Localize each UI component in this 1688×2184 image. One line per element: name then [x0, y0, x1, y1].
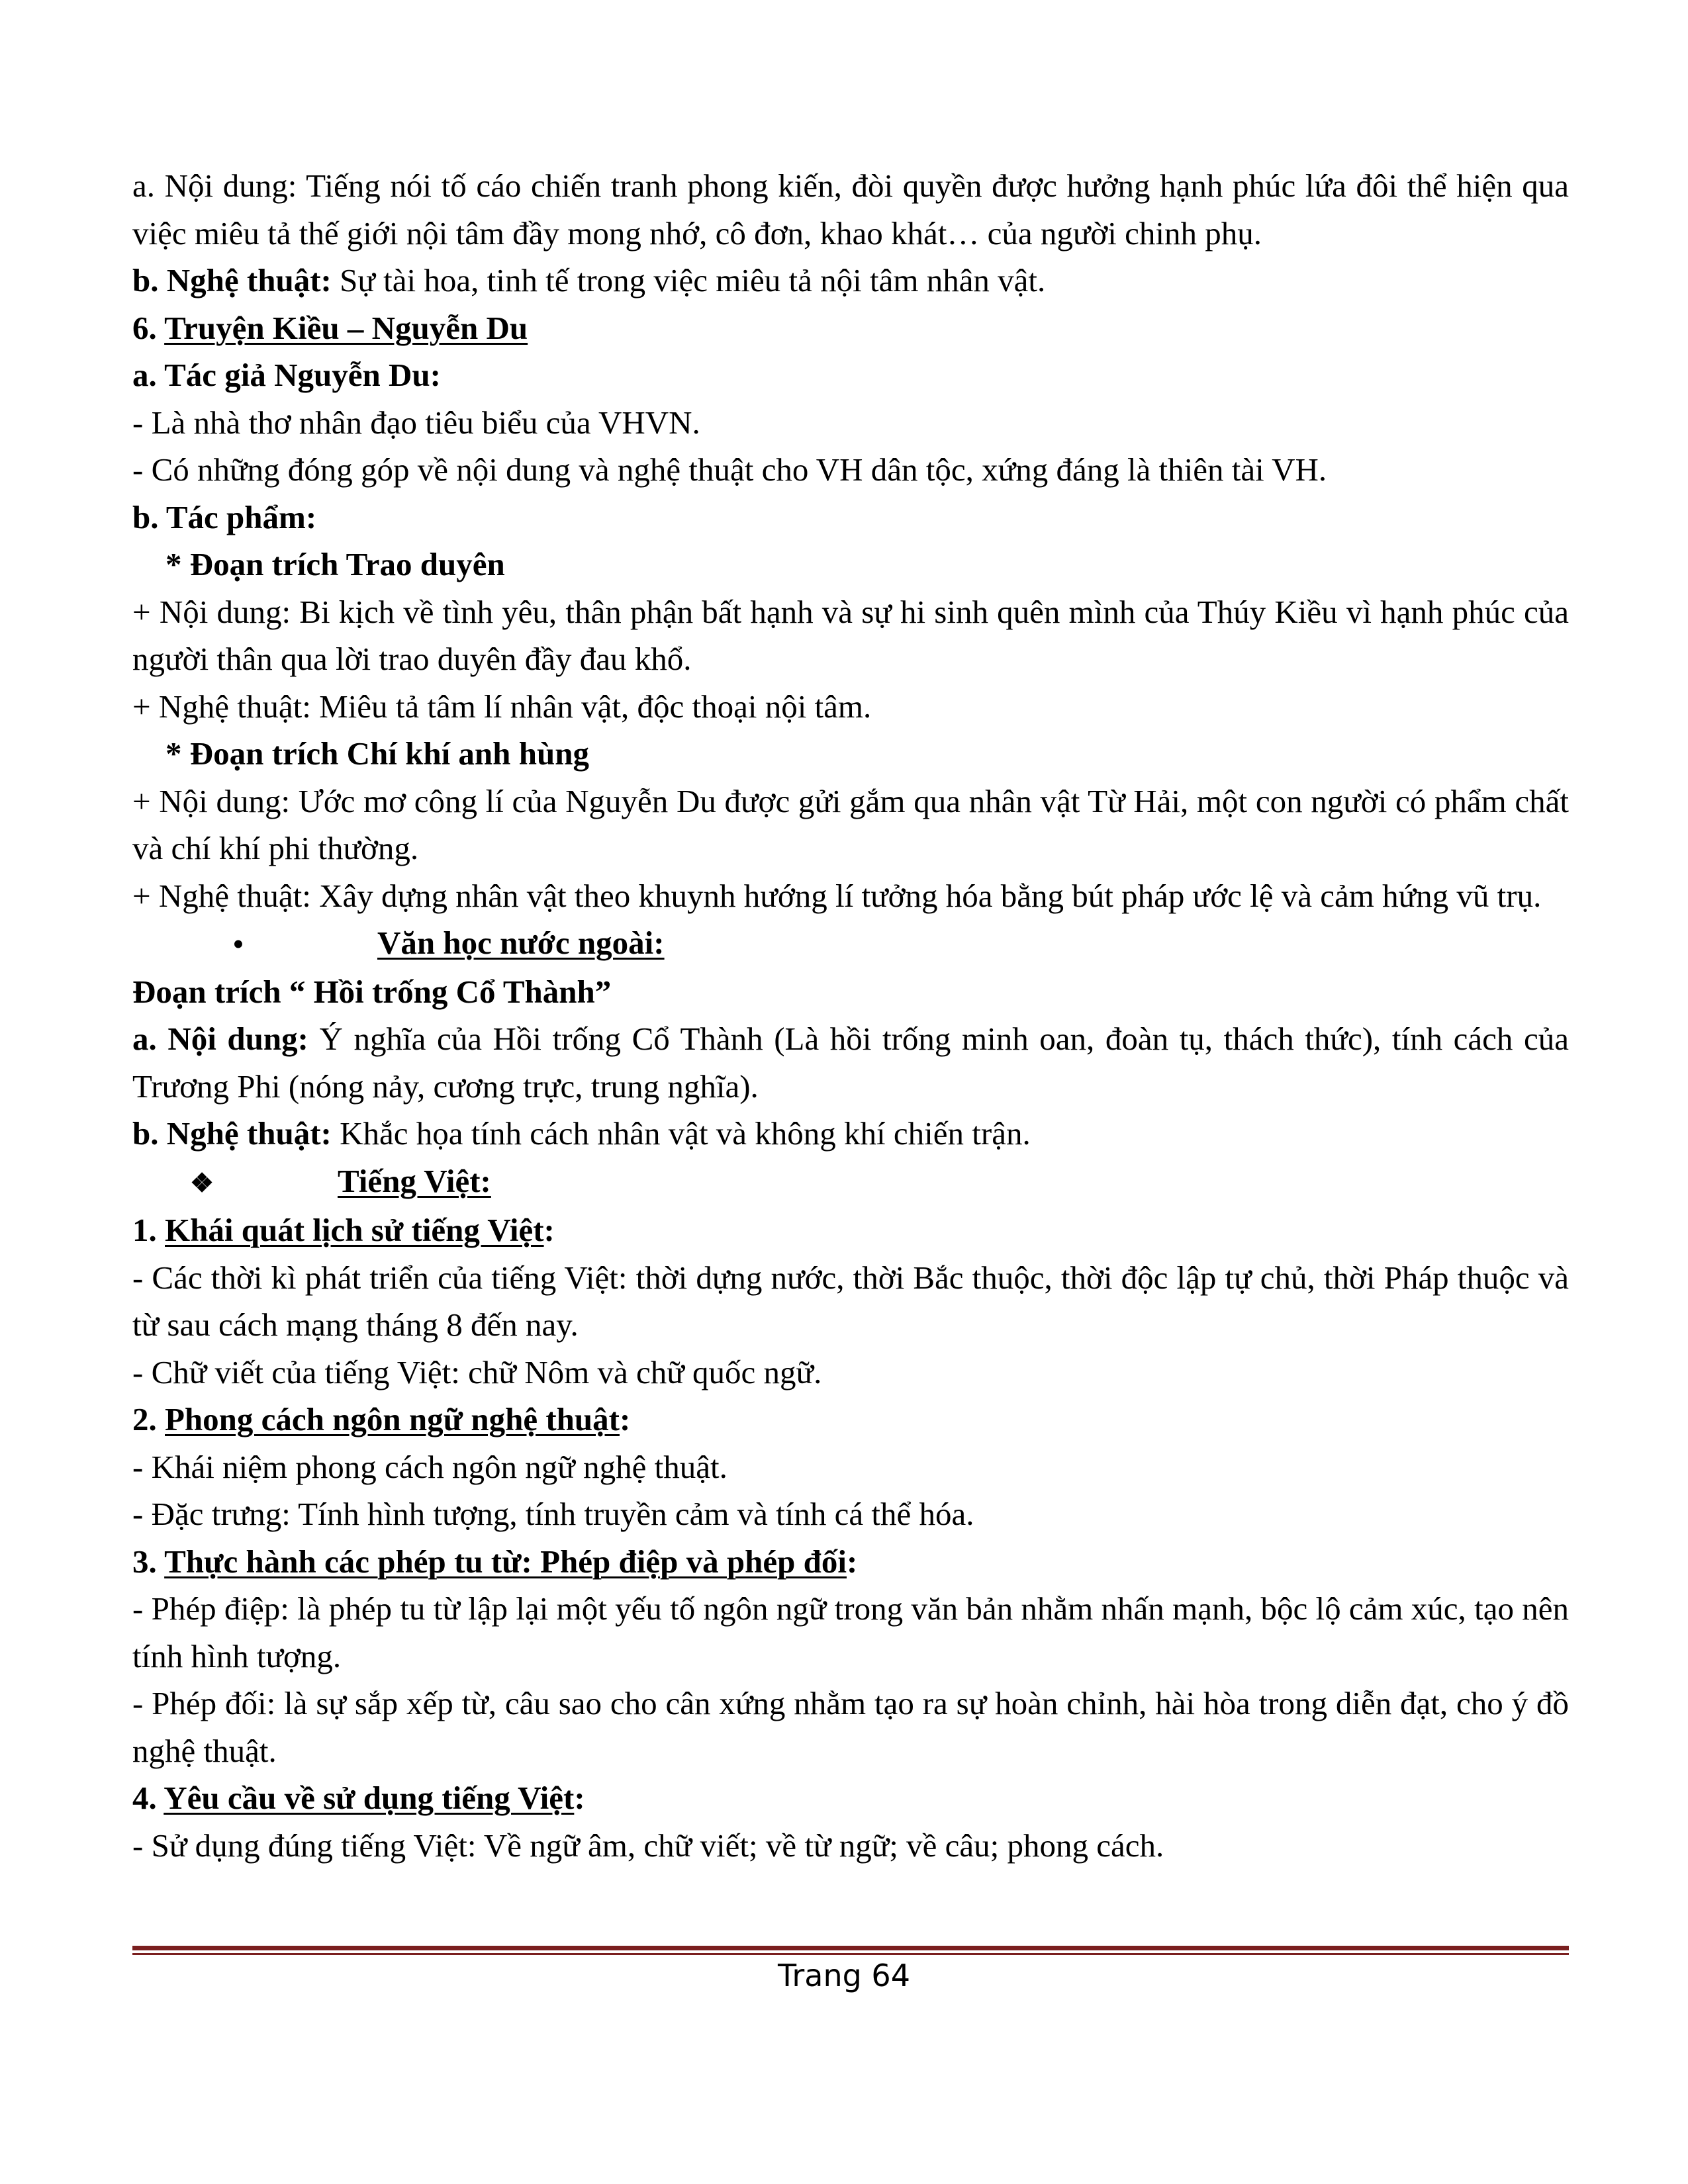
heading-3-number: 3. [132, 1543, 165, 1580]
document-body [132, 162, 1569, 1869]
label-art-2: b. Nghệ thuật: [132, 1115, 332, 1152]
heading-1-title: Khái quát lịch sử tiếng Việt [165, 1212, 544, 1248]
line-author-1: - Là nhà thơ nhân đạo tiêu biểu của VHVN. [132, 404, 700, 441]
text-content: Ý nghĩa của Hồi trống Cổ Thành (Là hồi trống minh oan, đoàn tụ, thách thức), tính cách của Trương Phi (nóng nảy, cương trực, trung nghĩa). [132, 1021, 1570, 1105]
footer-rule-thick [132, 1946, 1569, 1950]
line-rhetoric-1: - Phép điệp: là phép tu từ lập lại một yếu tố ngôn ngữ trong văn bản nhằm nhấn mạnh, bộc lộ cảm xúc, tạo nên tính hình tượng. [132, 1590, 1569, 1674]
heading-2-colon: : [619, 1401, 631, 1437]
bullet-vietnamese-text: Tiếng Việt: [338, 1162, 491, 1199]
heading-truyen-kieu [132, 304, 1569, 352]
line-history-2: - Chữ viết của tiếng Việt: chữ Nôm và chữ quốc ngữ. [132, 1353, 822, 1390]
heading-1-colon: : [543, 1212, 555, 1248]
text-art-2: Khắc họa tính cách nhân vật và không khí chiến trận. [331, 1115, 1031, 1152]
heading-1-number: 1. [132, 1212, 165, 1248]
page-number: Trang 64 [778, 1958, 910, 1993]
line-usage-1: - Sử dụng đúng tiếng Việt: Về ngữ âm, chữ viết; về từ ngữ; về câu; phong cách. [132, 1827, 1164, 1864]
line-chi-khi-art: + Nghệ thuật: Xây dựng nhân vật theo khuynh hướng lí tưởng hóa bằng bút pháp ước lệ và cảm hứng vũ trụ. [132, 877, 1542, 914]
heading-3-colon: : [847, 1543, 858, 1580]
excerpt-title-hoi-trong: Đoạn trích “ Hồi trống Cổ Thành” [132, 973, 612, 1010]
line-style-2: - Đặc trưng: Tính hình tượng, tính truyền cảm và tính cá thể hóa. [132, 1496, 974, 1532]
paragraph-hoi-trong-content [132, 1015, 1569, 1110]
heading-2-title: Phong cách ngôn ngữ nghệ thuật [165, 1401, 620, 1437]
heading-4-number: 4. [132, 1780, 164, 1816]
subheading-author: a. Tác giả Nguyễn Du: [132, 357, 442, 393]
line-history-1: - Các thời kì phát triển của tiếng Việt: thời dựng nước, thời Bắc thuộc, thời độc lập tự chủ, thời Pháp thuộc và từ sau cách mạng tháng 8 đến nay. [132, 1259, 1569, 1343]
heading-4-title: Yêu cầu về sử dụng tiếng Việt [164, 1780, 575, 1816]
diamond-bullet-icon: ❖ [190, 1167, 214, 1198]
line-style-1: - Khái niệm phong cách ngôn ngữ nghệ thuật. [132, 1448, 727, 1485]
heading-style [132, 1396, 1569, 1443]
heading-2-number: 2. [132, 1401, 165, 1437]
paragraph-content-a: a. Nội dung: Tiếng nói tố cáo chiến tranh phong kiến, đòi quyền được hưởng hạnh phúc lứa đôi thể hiện qua việc miêu tả thế giới nội tâm đầy mong nhớ, cô đơn, khao khát… của người chinh phụ. [132, 167, 1569, 251]
line-chi-khi-content: + Nội dung: Ước mơ công lí của Nguyễn Du được gửi gắm qua nhân vật Từ Hải, một con người có phẩm chất và chí khí phi thường. [132, 782, 1569, 866]
line-trao-duyen-art: + Nghệ thuật: Miêu tả tâm lí nhân vật, độc thoại nội tâm. [132, 688, 872, 725]
label-content: a. Nội dung: [132, 1021, 308, 1057]
paragraph-art-b [132, 257, 1569, 304]
paragraph-hoi-trong-art [132, 1110, 1569, 1158]
line-trao-duyen-content: + Nội dung: Bi kịch về tình yêu, thân phận bất hạnh và sự hi sinh quên mình của Thúy Kiều vì hạnh phúc của người thân qua lời trao duyên đầy đau khổ. [132, 593, 1569, 677]
bullet-vietnamese [132, 1158, 1569, 1207]
bullet-dot-icon: • [233, 928, 244, 960]
line-rhetoric-2: - Phép đối: là sự sắp xếp từ, câu sao cho cân xứng nhằm tạo ra sự hoàn chỉnh, hài hòa trong diễn đạt, cho ý đồ nghệ thuật. [132, 1685, 1569, 1769]
heading-history [132, 1206, 1569, 1254]
heading-title: Truyện Kiều – Nguyễn Du [164, 309, 528, 346]
heading-rhetoric [132, 1538, 1569, 1586]
footer-rule [132, 1946, 1569, 1955]
excerpt-heading-chi-khi: * Đoạn trích Chí khí anh hùng [165, 735, 589, 772]
footer-rule-thin [132, 1953, 1569, 1955]
bullet-foreign-literature-text: Văn học nước ngoài: [377, 925, 665, 961]
heading-usage [132, 1774, 1569, 1822]
bullet-foreign-literature [132, 919, 1569, 968]
excerpt-heading-trao-duyen: * Đoạn trích Trao duyên [165, 546, 505, 582]
text-art: Sự tài hoa, tinh tế trong việc miêu tả nội tâm nhân vật. [331, 262, 1046, 298]
label-art: b. Nghệ thuật: [132, 262, 332, 298]
line-author-2: - Có những đóng góp về nội dung và nghệ thuật cho VH dân tộc, xứng đáng là thiên tài VH. [132, 451, 1327, 488]
heading-3-title: Thực hành các phép tu từ: Phép điệp và phép đối [164, 1543, 847, 1580]
subheading-works: b. Tác phẩm: [132, 498, 317, 535]
heading-number: 6. [132, 309, 165, 346]
heading-4-colon: : [574, 1780, 585, 1816]
